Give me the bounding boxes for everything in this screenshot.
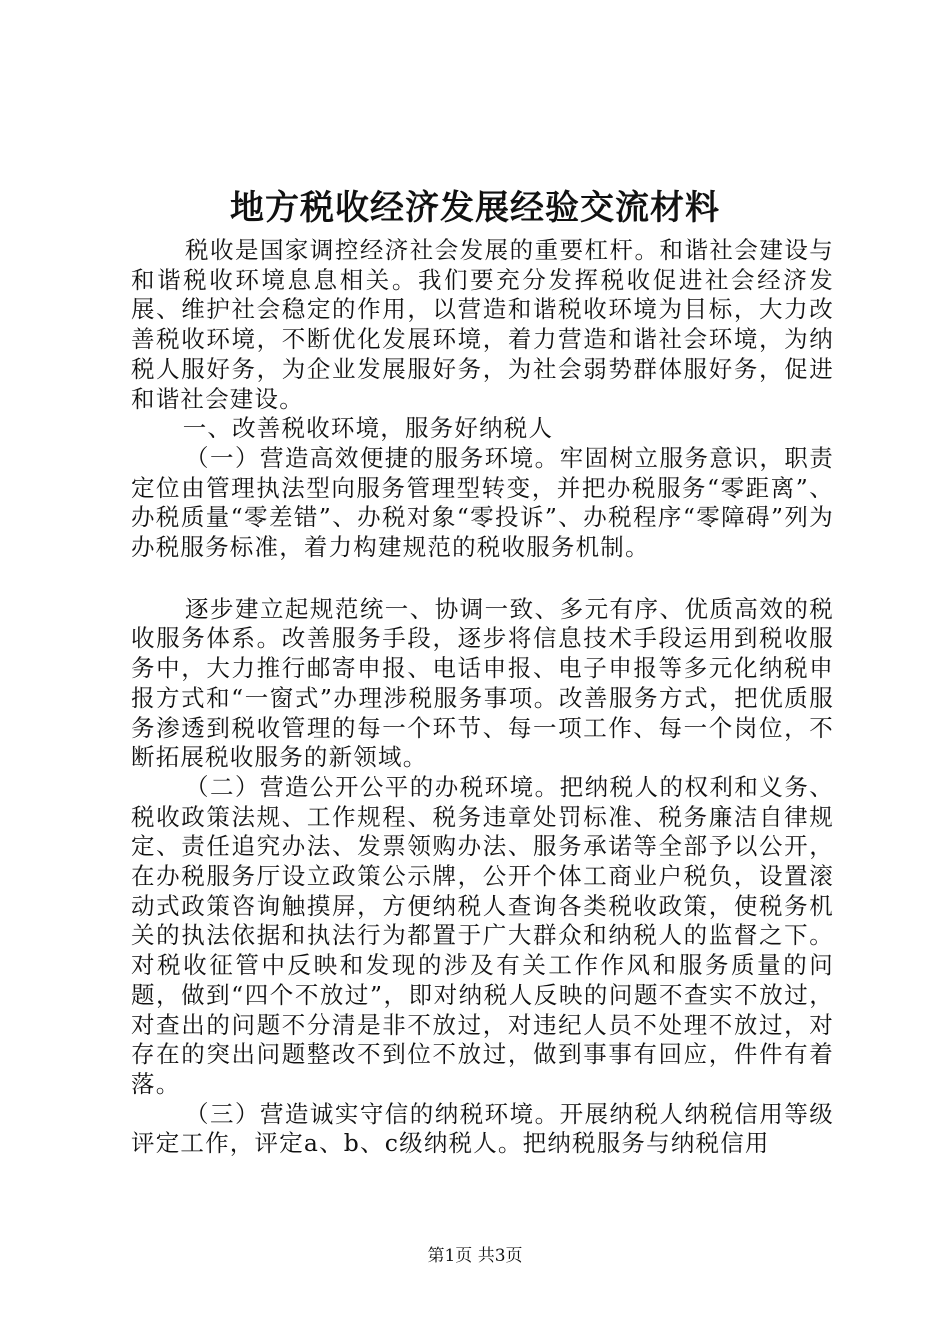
paragraph-gap xyxy=(131,563,834,595)
document-body xyxy=(131,236,834,1159)
paragraph-open-environment: （二）营造公开公平的办税环境。把纳税人的权利和义务、税收政策法规、工作规程、税务违章处罚标准、税务廉洁自律规定、责任追究办法、发票领购办法、服务承诺等全部予以公开，在办税服务厅设立政策公示牌，公开个体工商业户税负，设置滚动式政策咨询触摸屏，方便纳税人查询各类税收政策，使税务机关的执法依据和执法行为都置于广大群众和纳税人的监督之下。对税收征管中反映和发现的涉及有关工作作风和服务质量的问题，做到“四个不放过”，即对纳税人反映的问题不查实不放过，对查出的问题不分清是非不放过，对违纪人员不处理不放过，对存在的突出问题整改不到位不放过，做到事事有回应，件件有着落。 xyxy=(131,772,834,1098)
page-number-footer: 第1页 共3页 xyxy=(427,1246,523,1266)
document-title: 地方税收经济发展经验交流材料 xyxy=(230,188,720,228)
paragraph-service-system: 逐步建立起规范统一、协调一致、多元有序、优质高效的税收服务体系。改善服务手段，逐步将信息技术手段运用到税收服务中，大力推行邮寄申报、电话申报、电子申报等多元化纳税申报方式和“一窗式”办理涉税服务事项。改善服务方式，把优质服务渗透到税收管理的每一个环节、每一项工作、每一个岗位，不断拓展税收服务的新领域。 xyxy=(131,594,834,772)
paragraph-service-environment: （一）营造高效便捷的服务环境。牢固树立服务意识，职责定位由管理执法型向服务管理型转变，并把办税服务“零距离”、办税质量“零差错”、办税对象“零投诉”、办税程序“零障碍”列为办税服务标准，着力构建规范的税收服务机制。 xyxy=(131,443,834,562)
paragraph-integrity-environment: （三）营造诚实守信的纳税环境。开展纳税人纳税信用等级评定工作，评定a、b、c级纳税人。把纳税服务与纳税信用 xyxy=(131,1099,834,1158)
paragraph-intro: 税收是国家调控经济社会发展的重要杠杆。和谐社会建设与和谐税收环境息息相关。我们要充分发挥税收促进社会经济发展、维护社会稳定的作用，以营造和谐税收环境为目标，大力改善税收环境，不断优化发展环境，着力营造和谐社会环境，为纳税人服好务，为企业发展服好务，为社会弱势群体服好务，促进和谐社会建设。 xyxy=(131,236,834,413)
section-heading-1: 一、改善税收环境，服务好纳税人 xyxy=(182,414,554,443)
